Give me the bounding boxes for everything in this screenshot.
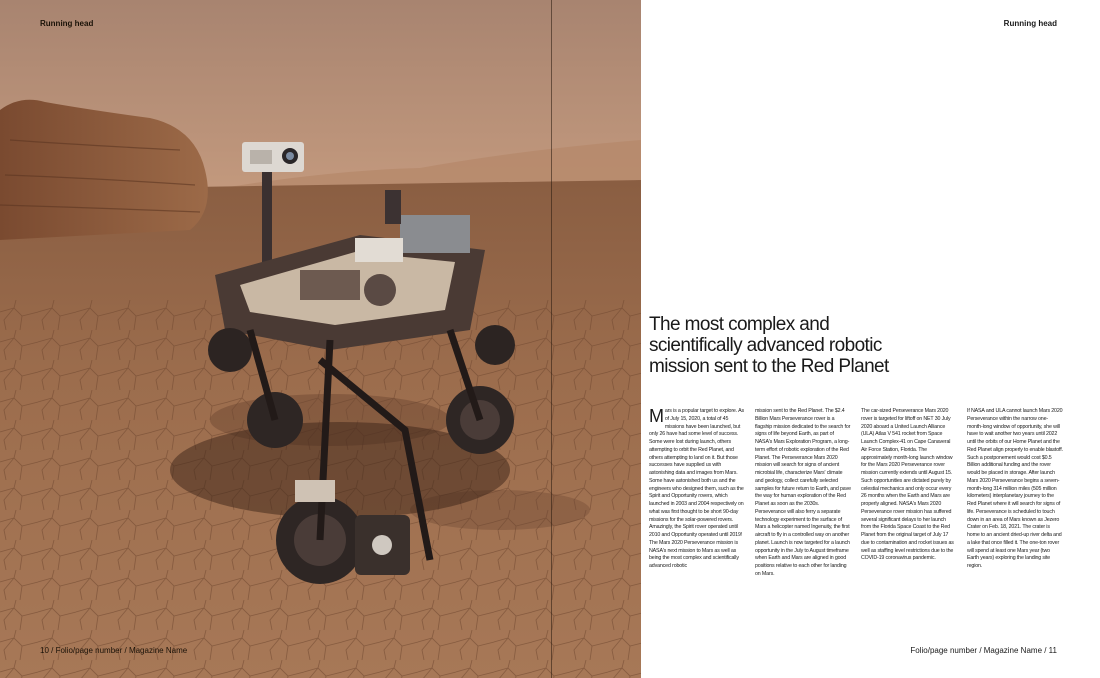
folio-left: 10 / Folio/page number / Magazine Name [40,646,188,655]
folio-right: Folio/page number / Magazine Name / 11 [910,646,1057,655]
article-column-4: If NASA and ULA cannot launch Mars 2020 Perseverance within the narrow one-month-long window of opportunity, she will have to wait another two years until 2022 until the orbits of our Home Planet and the Red Planet align properly to enable blastoff. Such a postponement would cost $0.5 Billion additional funding and the rover would be placed in storage. After launch Mars 2020 Perseverance begins a seven-month-long 314 million miles (505 million kilometers) interplanetary journey to the Red Planet where it will search for signs of life. Perseverance is scheduled to touch down in an area of Mars known as Jezero Crater on Feb. 18, 2021. The crater is home to an ancient dried-up river delta and a lake that once filled it. The one-ton rover will spend at least one Mars year (two Earth years) exploring the landing site region. [967,408,1063,569]
gutter-fold-line [551,0,552,678]
running-head-right: Running head [1003,19,1057,28]
article-column-3: The car-sized Perseverance Mars 2020 rover is targeted for liftoff on NET 30 July 2020 aboard a United Launch Alliance (ULA) Atlas V 541 rocket from Space Launch Complex-41 on Cape Canaveral Air Force Station, Florida. The approximately month-long launch window for the Mars 2020 Perseverance rover mission currently extends until August 15. Such opportunities are dictated purely by celestial mechanics and only occur every 26 months when the Earth and Mars are properly aligned. NASA's Mars 2020 Perseverance rover mission has suffered several significant delays to her launch from the Florida Space Coast to the Red Planet from the original target of July 17 due to contamination and rocket issues as well as staffing level restrictions due to the COVID-19 coronavirus pandemic. [861,408,954,562]
running-head-left: Running head [40,19,94,28]
right-page [641,0,1100,678]
article-column-2: mission sent to the Red Planet. The $2.4 Billion Mars Perseverance rover is a flagship mission dedicated to the search for signs of life beyond Earth, as part of NASA's Mars Exploration Program, a long-term effort of robotic exploration of the Red Planet. The Perseverance Mars 2020 mission will search for signs of ancient microbial life, characterize Mars' climate and geology, collect carefully selected samples for future return to Earth, and pave the way for human exploration of the Red Planet as soon as the 2030s. Perseverance will also ferry a separate technology experiment to the surface of Mars a helicopter named Ingenuity, the first aircraft to fly in a controlled way on another planet. Launch is now targeted for a launch opportunity in the July to August timeframe when Earth and Mars are aligned in good positions relative to each other for landing on Mars. [755,408,851,577]
article-headline: The most complex and scientifically advanced robotic mission sent to the Red Planet [649,314,889,377]
drop-cap: M [649,408,664,426]
article-column-1 [649,408,745,630]
article-column-1-text: ars is a popular target to explore. As of July 15, 2020, a total of 45 missions have been launched, but only 26 have had some level of success. Some were lost during launch, others attempting to orbit the Red Planet, and others attempting to land on it. But those successes have supplied us with astonishing data and images from Mars. Some have astonished both us and the engineers who designed them, such as the Spirit and Opportunity rovers, which launched in 2003 and 2004 respectively on what was first thought to be short 90-day missions for the solar-powered rovers. Amazingly, the Spirit rover operated until 2010 and Opportunity operated until 2019! The Mars 2020 Perseverance mission is NASA's next mission to Mars as well as being the most complex and scientifically advanced robotic [649,408,744,569]
article-body [649,408,1064,630]
